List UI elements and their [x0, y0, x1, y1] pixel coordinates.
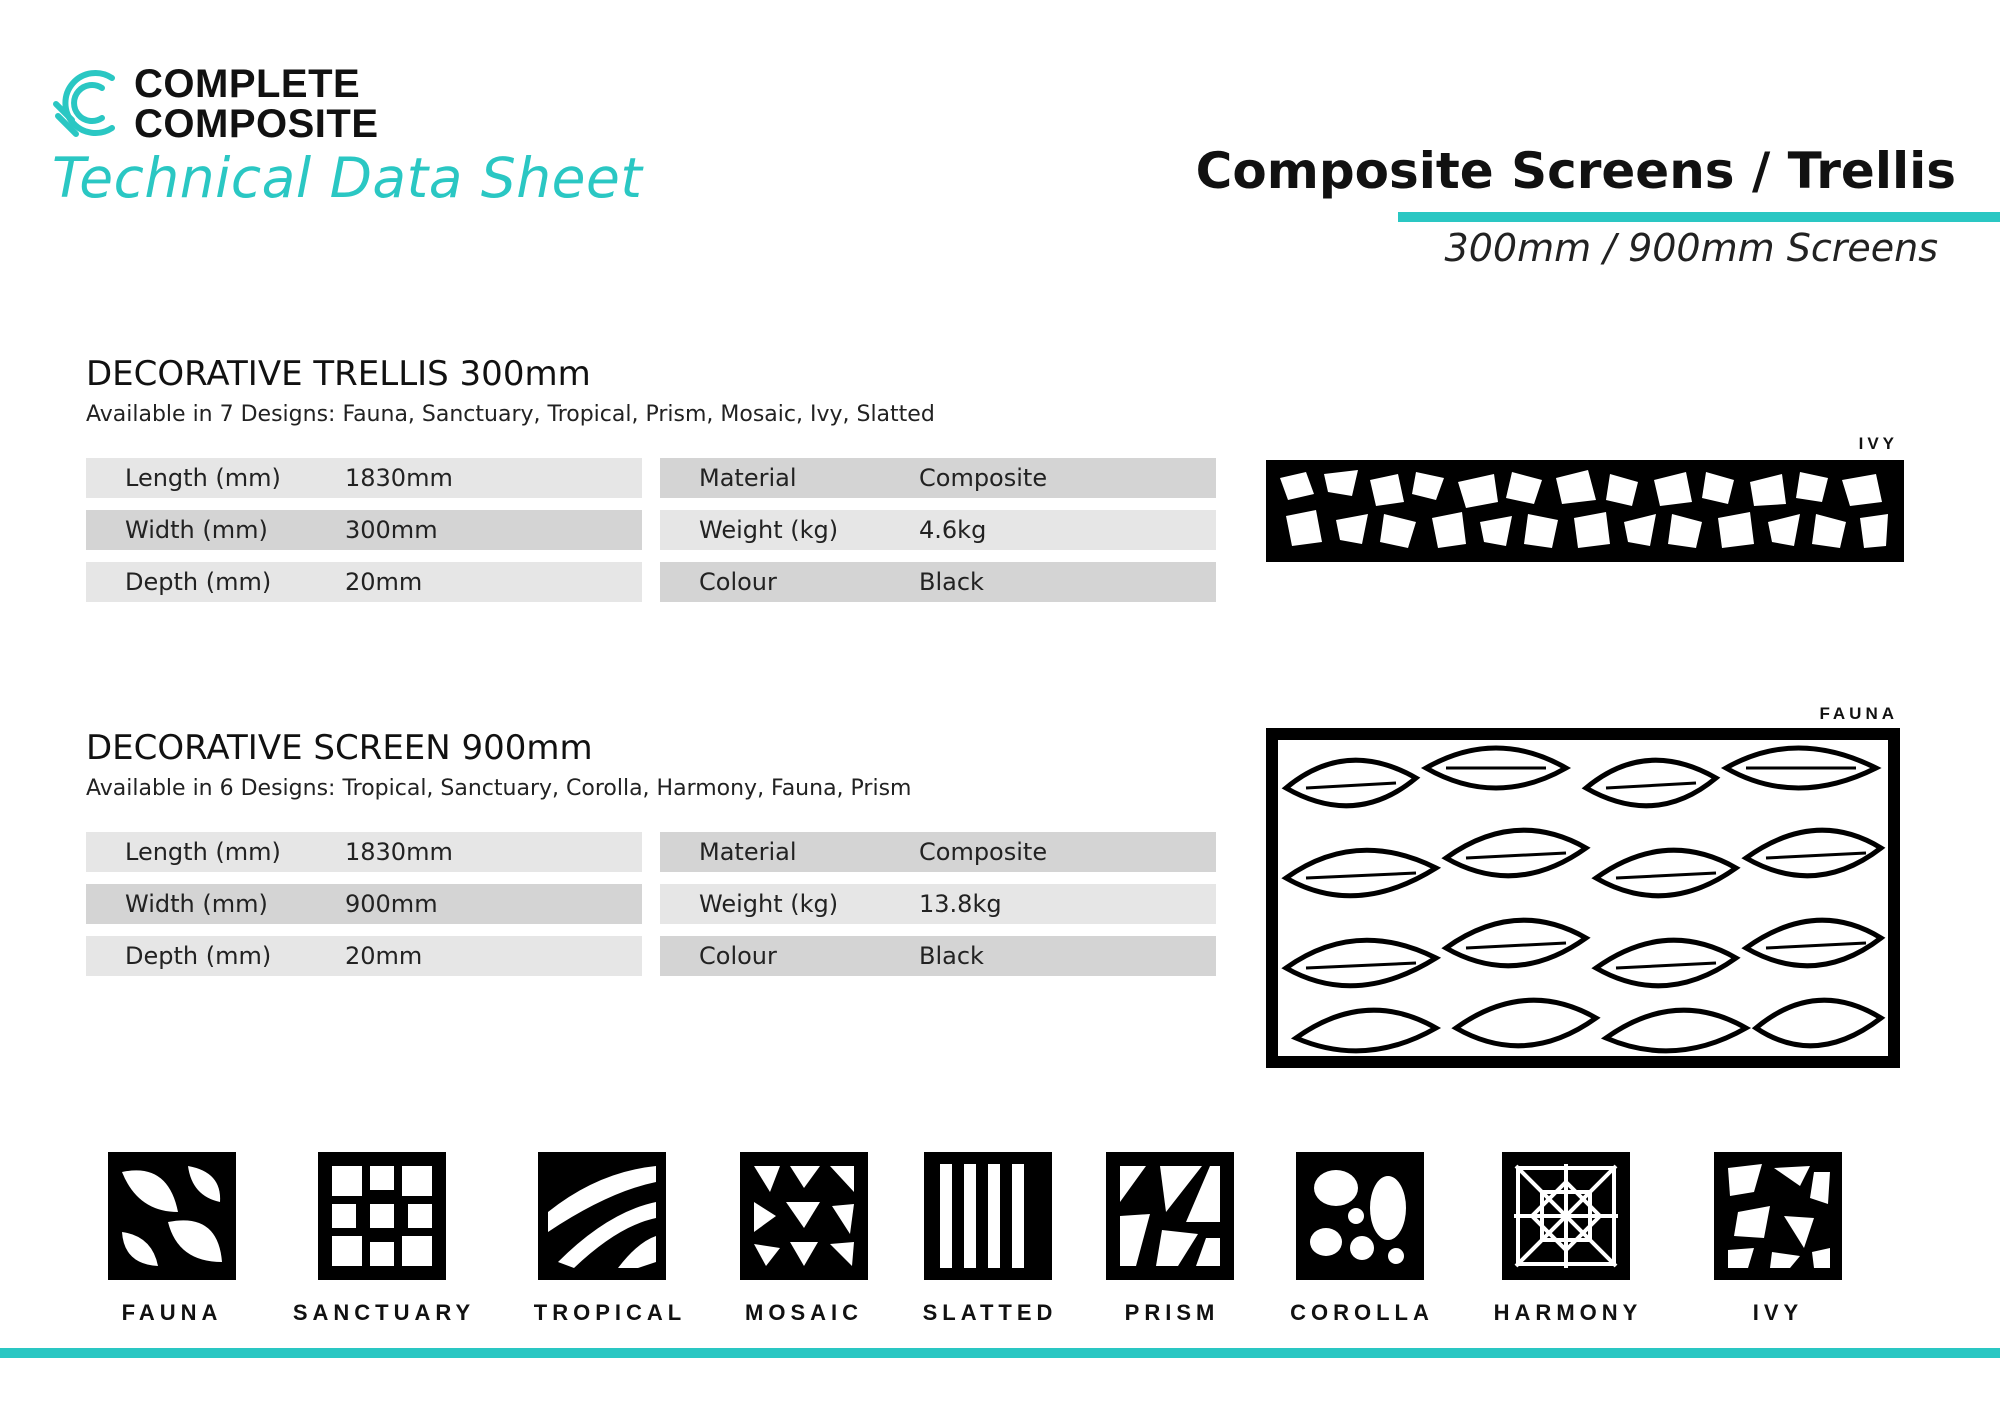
spec-value: Black [919, 568, 984, 596]
spec-label: Colour [699, 568, 777, 596]
trellis-section-description: Available in 7 Designs: Fauna, Sanctuary, Tropical, Prism, Mosaic, Ivy, Slatted [86, 402, 935, 427]
sanctuary-icon [318, 1152, 446, 1280]
spec-label: Width (mm) [125, 516, 268, 544]
spec-row [660, 562, 1216, 602]
harmony-icon [1502, 1152, 1630, 1280]
spec-label: Width (mm) [125, 890, 268, 918]
fauna-leaf-pattern-panel-icon [1266, 728, 1900, 1068]
spec-value: 900mm [345, 890, 438, 918]
page-title: Composite Screens / Trellis [1195, 142, 1956, 200]
footer-accent-bar [0, 1348, 2000, 1358]
design-label-fauna: FAUNA [121, 1300, 223, 1325]
brand-name [134, 64, 379, 144]
spec-row [660, 510, 1216, 550]
spec-row [660, 936, 1216, 976]
spec-label: Weight (kg) [699, 890, 839, 918]
trellis-dimensions-table [86, 458, 642, 614]
company-logo-icon [52, 66, 124, 140]
ivy-pattern-panel-icon [1266, 460, 1904, 562]
spec-row [86, 510, 642, 550]
spec-row [660, 884, 1216, 924]
design-label-sanctuary: SANCTUARY [292, 1300, 476, 1325]
spec-value: 20mm [345, 942, 423, 970]
screen-section-title: DECORATIVE SCREEN 900mm [86, 728, 593, 768]
page-subtitle: 300mm / 900mm Screens [1444, 226, 1938, 270]
spec-row [660, 832, 1216, 872]
slatted-icon [924, 1152, 1052, 1280]
spec-row [86, 562, 642, 602]
spec-value: 1830mm [345, 464, 453, 492]
design-label-harmony: HARMONY [1493, 1300, 1643, 1325]
screen-properties-table [660, 832, 1216, 988]
spec-label: Depth (mm) [125, 942, 272, 970]
spec-row [660, 458, 1216, 498]
fauna-icon [108, 1152, 236, 1280]
design-label-prism: PRISM [1124, 1300, 1220, 1325]
design-label-mosaic: MOSAIC [745, 1300, 863, 1325]
tropical-icon [538, 1152, 666, 1280]
design-label-slatted: SLATTED [922, 1300, 1058, 1325]
screen-image-label: FAUNA [1819, 704, 1898, 723]
spec-row [86, 458, 642, 498]
prism-icon [1106, 1152, 1234, 1280]
spec-value: 1830mm [345, 838, 453, 866]
spec-value: 20mm [345, 568, 423, 596]
spec-label: Depth (mm) [125, 568, 272, 596]
mosaic-icon [740, 1152, 868, 1280]
spec-value: Composite [919, 464, 1048, 492]
spec-value: Composite [919, 838, 1048, 866]
brand-line-1: COMPLETE [134, 62, 361, 106]
title-underline [1398, 212, 2000, 222]
spec-label: Length (mm) [125, 464, 281, 492]
trellis-properties-table [660, 458, 1216, 614]
document-type: Technical Data Sheet [52, 146, 643, 210]
spec-label: Colour [699, 942, 777, 970]
design-label-tropical: TROPICAL [533, 1300, 687, 1325]
spec-label: Material [699, 838, 797, 866]
trellis-section-title: DECORATIVE TRELLIS 300mm [86, 354, 591, 394]
spec-row [86, 832, 642, 872]
screen-dimensions-table [86, 832, 642, 988]
trellis-image-label: IVY [1858, 434, 1898, 453]
spec-value: 13.8kg [919, 890, 1002, 918]
design-label-ivy: IVY [1752, 1300, 1804, 1325]
corolla-icon [1296, 1152, 1424, 1280]
spec-value: 300mm [345, 516, 438, 544]
spec-value: Black [919, 942, 984, 970]
spec-label: Weight (kg) [699, 516, 839, 544]
brand-line-2: COMPOSITE [134, 102, 379, 146]
spec-row [86, 884, 642, 924]
screen-section-description: Available in 6 Designs: Tropical, Sanctuary, Corolla, Harmony, Fauna, Prism [86, 776, 912, 801]
spec-value: 4.6kg [919, 516, 987, 544]
design-label-corolla: COROLLA [1290, 1300, 1434, 1325]
spec-label: Material [699, 464, 797, 492]
spec-row [86, 936, 642, 976]
ivy-icon [1714, 1152, 1842, 1280]
spec-label: Length (mm) [125, 838, 281, 866]
